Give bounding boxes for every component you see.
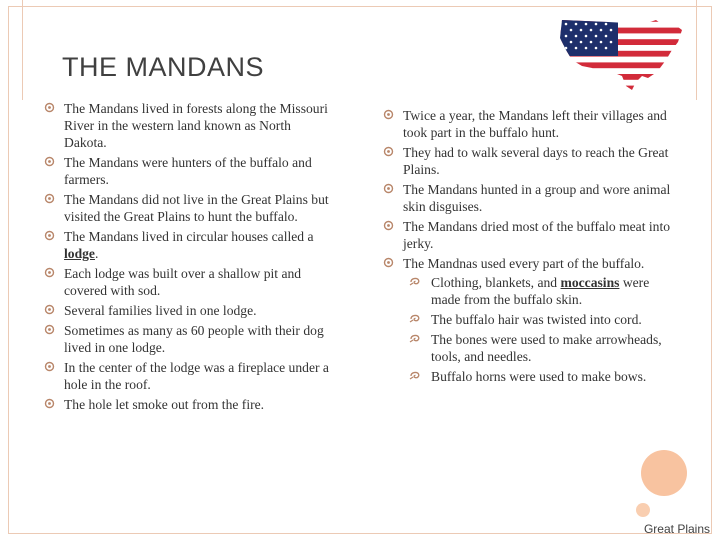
list-item-text: The Mandans were hunters of the buffalo and farmers. [64,155,312,187]
list-item-text: The bones were used to make arrowheads, tools, and needles. [431,332,662,364]
keyword-lodge: lodge [64,246,95,261]
list-item-text: Clothing, blankets, and [431,275,561,290]
circle-bullet-icon [383,146,395,158]
list-item [44,154,334,188]
list-item-text: . [94,246,99,261]
list-item [383,107,673,141]
swirl-bullet-icon [409,276,421,288]
list-item-text: The Mandans lived in forests along the Missouri River in the western land known as North Dakota. [64,101,328,150]
list-item-text: The buffalo hair was twisted into cord. [431,312,642,327]
list-item [44,302,334,319]
sub-list-item [403,311,673,328]
circle-bullet-icon [44,361,56,373]
decorative-circle [641,450,687,496]
list-item [44,359,334,393]
list-item-text: The Mandans lived in circular houses called a [64,229,314,244]
circle-bullet-icon [44,193,56,205]
list-item-text: The Mandnas used every part of the buffalo. [403,256,645,271]
list-item-text: The hole let smoke out from the fire. [64,397,265,412]
right-vertical-rule [696,0,697,100]
circle-bullet-icon [44,304,56,316]
circle-bullet-icon [44,230,56,242]
list-item-text: Each lodge was built over a shallow pit and covered with sod. [64,266,302,298]
sub-list-item [403,368,673,385]
list-item-text: The Mandans did not live in the Great Plains but visited the Great Plains to hunt the buffalo. [64,192,329,224]
list-item [44,396,334,413]
list-item [44,265,334,299]
slide-title: THE MANDANS [62,52,265,82]
list-item [383,144,673,178]
decorative-small-circle [636,503,650,517]
list-item [44,322,334,356]
circle-bullet-icon [44,267,56,279]
circle-bullet-icon [44,156,56,168]
circle-bullet-icon [383,183,395,195]
list-item-text: Buffalo horns were used to make bows. [431,369,647,384]
list-item-text: The Mandans hunted in a group and wore animal skin disguises. [403,182,671,214]
swirl-bullet-icon [409,333,421,345]
list-item-text: The Mandans dried most of the buffalo meat into jerky. [403,219,671,251]
list-item [383,255,673,385]
list-item-text: Twice a year, the Mandans left their villages and took part in the buffalo hunt. [403,108,667,140]
list-item [44,191,334,225]
swirl-bullet-icon [409,370,421,382]
keyword-moccasins: moccasins [560,275,620,290]
list-item [383,218,673,252]
list-item [44,228,334,262]
list-item [44,100,334,151]
left-bullet-list [44,100,334,416]
sub-list-item [403,331,673,365]
list-item-text: Sometimes as many as 60 people with their dog lived in one lodge. [64,323,324,355]
circle-bullet-icon [44,398,56,410]
circle-bullet-icon [44,102,56,114]
left-vertical-rule [22,0,23,100]
list-item-text: They had to walk several days to reach the Great Plains. [403,145,669,177]
list-item [383,181,673,215]
circle-bullet-icon [383,109,395,121]
circle-bullet-icon [383,220,395,232]
list-item-text: were made from the buffalo skin. [431,275,650,307]
footer-label: Great Plains [643,522,710,536]
right-bullet-list [383,107,673,388]
top-rule [30,6,690,7]
circle-bullet-icon [383,257,395,269]
list-item-text: In the center of the lodge was a fireplace under a hole in the roof. [64,360,329,392]
sub-list-item [403,274,673,308]
swirl-bullet-icon [409,313,421,325]
usa-map-flag-icon [556,16,686,92]
list-item-text: Several families lived in one lodge. [64,303,257,318]
circle-bullet-icon [44,324,56,336]
sub-bullet-list [403,274,673,385]
